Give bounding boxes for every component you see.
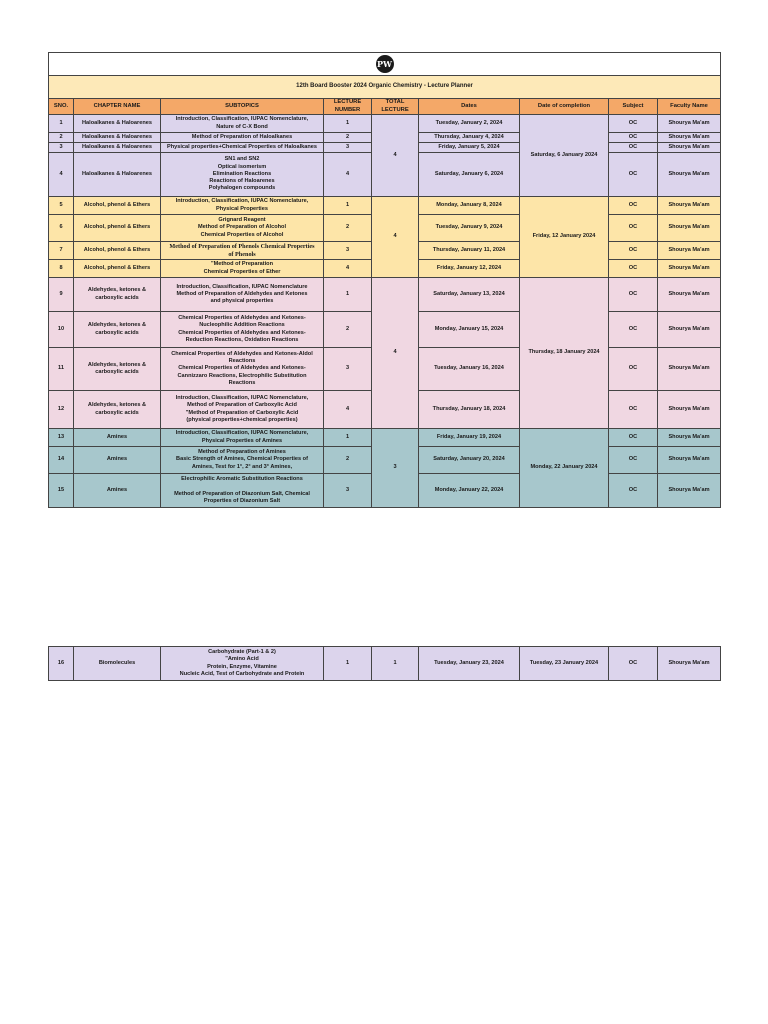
chapter-name-cell: Aldehydes, ketones & carboxylic acids <box>74 278 161 312</box>
header-dates: Dates <box>419 99 520 115</box>
chapter-name-cell: Amines <box>74 447 161 474</box>
subtopic-line: Elimination Reactions <box>212 170 272 177</box>
chapter-name-cell: Aldehydes, ketones & carboxylic acids <box>74 312 161 348</box>
subtopics-cell <box>161 312 324 348</box>
chapter-name-cell: Biomolecules <box>74 647 161 681</box>
subtopic-line: Physical properties+Chemical Properties of Haloalkanes <box>166 143 317 150</box>
subject-cell: OC <box>609 391 658 429</box>
date-cell: Tuesday, January 9, 2024 <box>419 215 520 242</box>
subtopic-line: Nature of C-X Bond <box>216 123 268 130</box>
subtopic-line: Method of Preparation of Amines <box>198 449 286 456</box>
lecture-planner-table-extra <box>48 646 721 681</box>
sno-cell: 3 <box>49 143 74 153</box>
sno-cell: 7 <box>49 242 74 260</box>
date-cell: Monday, January 22, 2024 <box>419 474 520 508</box>
lecture-number-cell: 4 <box>324 391 372 429</box>
subtopic-line: Polyhalogen compounds <box>208 185 276 192</box>
total-lecture-cell: 4 <box>372 278 419 429</box>
subtopic-line: Carbohydrate (Part-1 & 2) <box>208 648 276 655</box>
subtopics-cell <box>161 115 324 133</box>
subtopics-cell <box>161 153 324 197</box>
total-lecture-cell: 4 <box>372 197 419 278</box>
subtopic-line: (physical properties+chemical properties) <box>186 416 298 423</box>
lecture-number-cell: 2 <box>324 447 372 474</box>
subtopic-line: Reactions of Haloarenes <box>209 178 275 185</box>
faculty-name-cell: Shourya Ma'am <box>658 197 721 215</box>
subtopic-line: Method of Preparation of Diazonium Salt, Chemical <box>174 490 310 497</box>
date-cell: Friday, January 5, 2024 <box>419 143 520 153</box>
chapter-name-cell: Amines <box>74 429 161 447</box>
chapter-name-cell: Haloalkanes & Haloarenes <box>74 133 161 143</box>
sno-cell: 5 <box>49 197 74 215</box>
subtopics-cell <box>161 242 324 260</box>
lecture-number-cell: 3 <box>324 348 372 391</box>
subtopic-line: Introduction, Classification, IUPAC Nomenclature, <box>175 198 309 205</box>
subtopic-line: Optical isomerism <box>217 163 267 170</box>
date-cell: Thursday, January 18, 2024 <box>419 391 520 429</box>
faculty-name-cell: Shourya Ma'am <box>658 143 721 153</box>
subtopics-cell <box>161 197 324 215</box>
sno-cell: 16 <box>49 647 74 681</box>
subtopics-cell <box>161 278 324 312</box>
logo-row <box>49 53 721 76</box>
subtopic-line: Reduction Reactions, Oxidation Reactions <box>185 336 299 343</box>
chapter-name-cell: Amines <box>74 474 161 508</box>
sno-cell: 9 <box>49 278 74 312</box>
subtopic-line: Protein, Enzyme, Vitamine <box>207 663 277 670</box>
subtopics-cell <box>161 647 324 681</box>
subtopic-line: Introduction, Classification, IUPAC Nomenclature <box>176 283 308 290</box>
faculty-name-cell: Shourya Ma'am <box>658 215 721 242</box>
subtopics-cell <box>161 391 324 429</box>
date-cell: Saturday, January 13, 2024 <box>419 278 520 312</box>
subtopic-line: Nucleic Acid, Test of Carbohydrate and Protein <box>179 670 305 677</box>
planner-title: 12th Board Booster 2024 Organic Chemistry - Lecture Planner <box>49 76 721 99</box>
sno-cell: 13 <box>49 429 74 447</box>
subtopic-line: Physical Properties of Amines <box>201 437 283 444</box>
subject-cell: OC <box>609 133 658 143</box>
date-cell: Saturday, January 6, 2024 <box>419 153 520 197</box>
subtopic-line: Grignard Reagent <box>218 217 266 224</box>
subtopic-line: Chemical Properties of Aldehydes and Ketones- <box>178 315 306 322</box>
sno-cell: 11 <box>49 348 74 391</box>
subtopic-line: Chemical Properties of Alcohol <box>200 231 284 238</box>
subject-cell: OC <box>609 197 658 215</box>
subtopic-line: Amines, Test for 1°, 2° and 3° Amines, <box>191 463 293 470</box>
subject-cell: OC <box>609 278 658 312</box>
subject-cell: OC <box>609 260 658 278</box>
subject-cell: OC <box>609 447 658 474</box>
sno-cell: 4 <box>49 153 74 197</box>
chapter-name-cell: Haloalkanes & Haloarenes <box>74 143 161 153</box>
lecture-number-cell: 3 <box>324 242 372 260</box>
subtopic-line: Introduction, Classification, IUPAC Nomenclature, <box>175 430 309 437</box>
chapter-name-cell: Alcohol, phenol & Ethers <box>74 197 161 215</box>
subtopic-line: Basic Strength of Amines, Chemical Properties of <box>176 456 308 463</box>
subtopic-line: Chemical Properties of Aldehydes and Ketones-Aldol <box>171 350 313 357</box>
faculty-name-cell: Shourya Ma'am <box>658 429 721 447</box>
chapter-name-cell: Alcohol, phenol & Ethers <box>74 242 161 260</box>
lecture-planner-table <box>48 52 721 508</box>
chapter-name-cell: Alcohol, phenol & Ethers <box>74 215 161 242</box>
subtopic-line: Reactions <box>228 379 256 386</box>
total-lecture-cell: 4 <box>372 115 419 197</box>
total-lecture-cell: 3 <box>372 429 419 508</box>
faculty-name-cell: Shourya Ma'am <box>658 153 721 197</box>
lecture-number-cell: 2 <box>324 133 372 143</box>
subtopic-line: Method of Preparation of Phenols Chemical Properties <box>169 242 315 250</box>
title-row <box>49 76 721 99</box>
subtopic-line: SN1 and SN2 <box>224 156 260 163</box>
subtopic-line: Method of Preparation of Carboxylic Acid <box>187 402 297 409</box>
date-cell: Friday, January 12, 2024 <box>419 260 520 278</box>
subtopics-cell <box>161 133 324 143</box>
table-row <box>49 429 721 447</box>
faculty-name-cell: Shourya Ma'am <box>658 312 721 348</box>
subtopic-line: Chemical Properties of Ether <box>203 268 281 275</box>
date-of-completion-cell: Tuesday, 23 January 2024 <box>520 647 609 681</box>
table-row <box>49 647 721 681</box>
subject-cell: OC <box>609 474 658 508</box>
faculty-name-cell: Shourya Ma'am <box>658 447 721 474</box>
subtopic-line: "Method of Preparation of Carboxylic Acid <box>185 409 299 416</box>
header-subject: Subject <box>609 99 658 115</box>
subject-cell: OC <box>609 647 658 681</box>
date-cell: Tuesday, January 16, 2024 <box>419 348 520 391</box>
sno-cell: 8 <box>49 260 74 278</box>
subtopic-line: Electrophilic Aromatic Substitution Reactions <box>181 476 303 483</box>
sno-cell: 10 <box>49 312 74 348</box>
date-cell: Saturday, January 20, 2024 <box>419 447 520 474</box>
lecture-number-cell: 1 <box>324 429 372 447</box>
subject-cell: OC <box>609 115 658 133</box>
sno-cell: 1 <box>49 115 74 133</box>
chapter-name-cell: Aldehydes, ketones & carboxylic acids <box>74 348 161 391</box>
subtopics-cell <box>161 215 324 242</box>
subject-cell: OC <box>609 215 658 242</box>
lecture-number-cell: 4 <box>324 153 372 197</box>
total-lecture-cell: 1 <box>372 647 419 681</box>
faculty-name-cell: Shourya Ma'am <box>658 278 721 312</box>
subtopic-line: "Method of Preparation <box>210 261 273 268</box>
lecture-number-cell: 4 <box>324 260 372 278</box>
subtopic-line: Properties of Diazonium Salt <box>203 497 281 504</box>
chapter-name-cell: Haloalkanes & Haloarenes <box>74 115 161 133</box>
date-cell: Thursday, January 4, 2024 <box>419 133 520 143</box>
subtopic-line: "Amino Acid <box>225 656 259 663</box>
subtopics-cell <box>161 429 324 447</box>
header-chapter-name: CHAPTER NAME <box>74 99 161 115</box>
subtopics-cell <box>161 143 324 153</box>
sno-cell: 6 <box>49 215 74 242</box>
subtopic-line: Method of Preparation of Haloalkanes <box>191 133 293 140</box>
lecture-number-cell: 3 <box>324 474 372 508</box>
lecture-number-cell: 2 <box>324 215 372 242</box>
subtopic-line: Chemical Properties of Aldehydes and Ketones- <box>178 329 306 336</box>
lecture-number-cell: 1 <box>324 115 372 133</box>
subtopic-line <box>162 483 322 490</box>
date-cell: Monday, January 15, 2024 <box>419 312 520 348</box>
subject-cell: OC <box>609 242 658 260</box>
chapter-name-cell: Alcohol, phenol & Ethers <box>74 260 161 278</box>
date-of-completion-cell: Saturday, 6 January 2024 <box>520 115 609 197</box>
chapter-name-cell: Aldehydes, ketones & carboxylic acids <box>74 391 161 429</box>
subtopic-line: Method of Preparation of Alcohol <box>197 224 287 231</box>
subtopic-line: Introduction, Classification, IUPAC Nomenclature, <box>175 395 309 402</box>
date-cell: Tuesday, January 23, 2024 <box>419 647 520 681</box>
subtopic-line: of Phenols <box>228 250 256 258</box>
subtopics-cell <box>161 447 324 474</box>
date-cell: Tuesday, January 2, 2024 <box>419 115 520 133</box>
header-total-lecture: TOTAL LECTURE <box>372 99 419 115</box>
subtopic-line: Chemical Properties of Aldehydes and Ketones- <box>178 365 306 372</box>
lecture-number-cell: 3 <box>324 143 372 153</box>
header-faculty-name: Faculty Name <box>658 99 721 115</box>
subject-cell: OC <box>609 312 658 348</box>
subtopic-line: Reactions <box>228 358 256 365</box>
date-cell: Friday, January 19, 2024 <box>419 429 520 447</box>
subtopic-line: and physical properties <box>210 298 274 305</box>
table-row <box>49 115 721 133</box>
sno-cell: 12 <box>49 391 74 429</box>
subtopic-line: Introduction, Classification, IUPAC Nomenclature, <box>175 116 309 123</box>
faculty-name-cell: Shourya Ma'am <box>658 474 721 508</box>
date-cell: Monday, January 8, 2024 <box>419 197 520 215</box>
header-subtopics: SUBTOPICS <box>161 99 324 115</box>
faculty-name-cell: Shourya Ma'am <box>658 260 721 278</box>
faculty-name-cell: Shourya Ma'am <box>658 242 721 260</box>
subtopics-cell <box>161 348 324 391</box>
pw-logo: PW <box>376 55 394 73</box>
faculty-name-cell: Shourya Ma'am <box>658 115 721 133</box>
header-row <box>49 99 721 115</box>
sno-cell: 2 <box>49 133 74 143</box>
date-cell: Thursday, January 11, 2024 <box>419 242 520 260</box>
chapter-name-cell: Haloalkanes & Haloarenes <box>74 153 161 197</box>
subtopics-cell <box>161 474 324 508</box>
faculty-name-cell: Shourya Ma'am <box>658 348 721 391</box>
faculty-name-cell: Shourya Ma'am <box>658 133 721 143</box>
lecture-number-cell: 1 <box>324 278 372 312</box>
date-of-completion-cell: Monday, 22 January 2024 <box>520 429 609 508</box>
subject-cell: OC <box>609 153 658 197</box>
faculty-name-cell: Shourya Ma'am <box>658 391 721 429</box>
subject-cell: OC <box>609 143 658 153</box>
table-row <box>49 197 721 215</box>
date-of-completion-cell: Friday, 12 January 2024 <box>520 197 609 278</box>
subtopic-line: Nucleophilic Addition Reactions <box>199 322 285 329</box>
lecture-number-cell: 1 <box>324 647 372 681</box>
sno-cell: 15 <box>49 474 74 508</box>
subtopic-line: Method of Preparation of Aldehydes and Ketones <box>176 290 308 297</box>
subtopics-cell <box>161 260 324 278</box>
subject-cell: OC <box>609 348 658 391</box>
faculty-name-cell: Shourya Ma'am <box>658 647 721 681</box>
subtopic-line: Physical Properties <box>216 205 268 212</box>
subtopic-line: Cannizzaro Reactions, Electrophilic Substitution <box>177 372 307 379</box>
table-row <box>49 278 721 312</box>
lecture-number-cell: 2 <box>324 312 372 348</box>
header-date-of-completion: Date of completion <box>520 99 609 115</box>
lecture-number-cell: 1 <box>324 197 372 215</box>
date-of-completion-cell: Thursday, 18 January 2024 <box>520 278 609 429</box>
subject-cell: OC <box>609 429 658 447</box>
header-lecture-number: LECTURE NUMBER <box>324 99 372 115</box>
header-sno: SNO. <box>49 99 74 115</box>
sno-cell: 14 <box>49 447 74 474</box>
